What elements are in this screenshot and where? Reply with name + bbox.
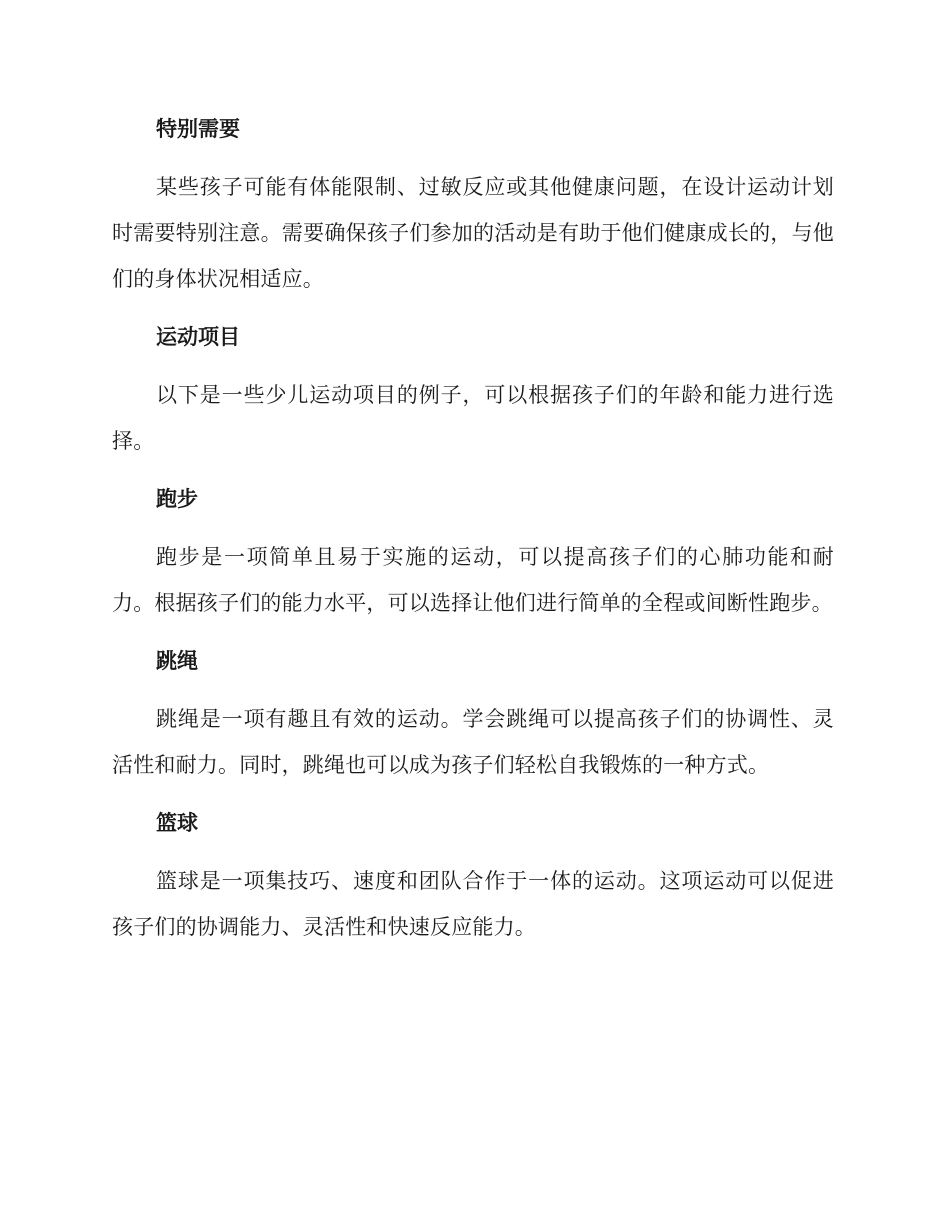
section-heading-jump-rope: 跳绳 — [156, 649, 198, 673]
section-paragraph-running: 跑步是一项简单且易于实施的运动，可以提高孩子们的心肺功能和耐力。根据孩子们的能力水平，可以选择让他们进行简单的全程或间断性跑步。 — [112, 545, 834, 615]
section-paragraph-jump-rope: 跳绳是一项有趣且有效的运动。学会跳绳可以提高孩子们的协调性、灵活性和耐力。同时，跳绳也可以成为孩子们轻松自我锻炼的一种方式。 — [112, 707, 834, 777]
section-paragraph-sports-items: 以下是一些少儿运动项目的例子，可以根据孩子们的年龄和能力进行选择。 — [112, 383, 834, 453]
section-paragraph-special-needs: 某些孩子可能有体能限制、过敏反应或其他健康问题，在设计运动计划时需要特别注意。需要确保孩子们参加的活动是有助于他们健康成长的，与他们的身体状况相适应。 — [112, 175, 834, 291]
section-heading-sports-items: 运动项目 — [156, 325, 240, 349]
document-body — [112, 106, 834, 950]
section-paragraph-basketball: 篮球是一项集技巧、速度和团队合作于一体的运动。这项运动可以促进孩子们的协调能力、灵活性和快速反应能力。 — [112, 869, 834, 939]
section-heading-running: 跑步 — [156, 487, 198, 511]
section-heading-basketball: 篮球 — [156, 811, 198, 835]
section-heading-special-needs: 特别需要 — [156, 117, 240, 141]
